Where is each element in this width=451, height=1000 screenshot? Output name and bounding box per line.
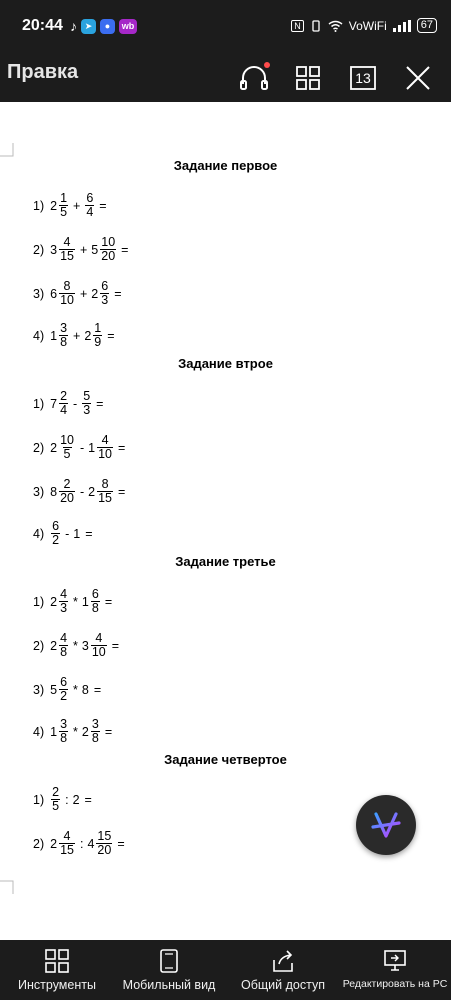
share-icon: [270, 948, 296, 974]
equals-sign: =: [93, 682, 102, 697]
numerator: 10: [60, 433, 74, 447]
denominator: 20: [97, 843, 112, 857]
vibrate-icon: [310, 20, 322, 32]
numerator: 1: [94, 321, 102, 335]
numerator: 15: [97, 829, 112, 843]
numerator: 4: [60, 631, 68, 645]
equals-sign: =: [104, 594, 113, 609]
exercise-row: [33, 718, 116, 745]
messenger-icon: ●: [100, 19, 115, 34]
share-label: Общий доступ: [241, 978, 325, 992]
numerator: 1: [60, 191, 68, 205]
exercise-row: [33, 632, 123, 659]
exercise-number: 2): [33, 638, 45, 653]
operator: -: [79, 484, 85, 499]
numerator: 4: [101, 433, 109, 447]
numerator: 6: [101, 279, 109, 293]
exercise-row: [33, 478, 129, 505]
fraction: [100, 236, 116, 263]
numerator: 10: [101, 235, 116, 249]
exercise-row: [33, 520, 97, 547]
whole-number: 5: [91, 242, 99, 257]
numerator: 4: [63, 235, 71, 249]
section-title: Задание четвертое: [164, 752, 287, 767]
denominator: 8: [91, 601, 99, 615]
numerator: 4: [63, 829, 71, 843]
denominator: 10: [60, 293, 74, 307]
mobile-view-icon: [156, 948, 182, 974]
equals-sign: =: [85, 526, 93, 541]
whole-number: 2: [84, 328, 92, 343]
headphones-icon: [236, 60, 272, 96]
operator: *: [73, 594, 78, 609]
numerator: 6: [52, 519, 60, 533]
page-corner-mark: [0, 143, 14, 157]
operator: *: [73, 638, 78, 653]
denominator: 5: [52, 799, 60, 813]
edit-on-pc-button[interactable]: [340, 940, 450, 1000]
exercise-row: [33, 676, 105, 703]
exercise-number: 4): [33, 328, 45, 343]
grid-icon: [290, 60, 326, 96]
equals-sign: =: [84, 792, 92, 807]
operator: :: [79, 836, 84, 851]
operator: -: [65, 526, 70, 541]
equals-sign: =: [117, 836, 125, 851]
exercise-number: 1): [33, 396, 45, 411]
operator: +: [79, 242, 88, 257]
exercise-number: 4): [33, 724, 45, 739]
fraction: [59, 676, 68, 703]
denominator: 4: [86, 205, 94, 219]
desktop-icon: [382, 948, 408, 974]
whole-number: 2: [91, 286, 99, 301]
exercise-row: [33, 236, 132, 263]
numerator: 2: [52, 785, 60, 799]
whole-number: 2: [88, 484, 96, 499]
exercise-number: 1): [33, 198, 45, 213]
page-corner-mark: [0, 880, 14, 894]
whole-number: 4: [87, 836, 95, 851]
fraction: [59, 192, 68, 219]
numerator: 2: [60, 389, 68, 403]
numerator: 6: [91, 587, 99, 601]
denominator: 3: [83, 403, 91, 417]
fraction: [100, 280, 109, 307]
section-title: Задание третье: [175, 554, 276, 569]
nfc-icon: N: [291, 20, 304, 32]
bottom-toolbar: [0, 940, 451, 1000]
numerator: 3: [60, 717, 68, 731]
exercise-row: [33, 280, 126, 307]
whole-number: 2: [72, 792, 80, 807]
operator: +: [73, 198, 81, 213]
whole-number: 1: [73, 526, 81, 541]
fraction: [97, 434, 113, 461]
fraction: [82, 390, 91, 417]
denominator: 5: [63, 447, 71, 461]
exercise-row: [33, 390, 107, 417]
exercise-number: 3): [33, 682, 45, 697]
whole-number: 5: [50, 682, 58, 697]
operator: +: [73, 328, 81, 343]
numerator: 3: [91, 717, 99, 731]
denominator: 2: [52, 533, 60, 547]
page-count-button[interactable]: [345, 60, 381, 96]
share-button[interactable]: [230, 940, 336, 1000]
whole-number: 3: [50, 242, 58, 257]
equals-sign: =: [107, 328, 115, 343]
equals-sign: =: [104, 724, 113, 739]
battery-indicator: 67: [417, 18, 437, 33]
fraction: [51, 786, 60, 813]
numerator: 8: [63, 279, 71, 293]
denominator: 3: [101, 293, 109, 307]
whole-number: 8: [81, 682, 89, 697]
denominator: 20: [60, 491, 74, 505]
equals-sign: =: [118, 484, 126, 499]
denominator: 4: [60, 403, 68, 417]
exercise-number: 1): [33, 594, 45, 609]
exercise-number: 2): [33, 440, 45, 455]
equals-sign: =: [121, 242, 129, 257]
exercise-row: [33, 786, 96, 813]
exercise-number: 3): [33, 286, 45, 301]
operator: *: [73, 682, 78, 697]
whole-number: 1: [81, 594, 89, 609]
top-app-bar: [0, 54, 451, 102]
fraction: [59, 478, 75, 505]
denominator: 10: [91, 645, 106, 659]
equals-sign: =: [99, 198, 107, 213]
fraction: [91, 588, 100, 615]
exercise-number: 1): [33, 792, 45, 807]
close-icon: [400, 60, 436, 96]
denominator: 8: [60, 731, 68, 745]
tools-icon: [44, 948, 70, 974]
page-title: Правка: [7, 61, 79, 83]
equals-sign: =: [114, 286, 122, 301]
equals-sign: =: [96, 396, 104, 411]
signal-icon: [393, 20, 411, 32]
whole-number: 1: [88, 440, 96, 455]
equals-sign: =: [118, 440, 126, 455]
operator: :: [65, 792, 69, 807]
numerator: 4: [60, 587, 68, 601]
tools-label: Инструменты: [18, 978, 96, 992]
operator: -: [73, 396, 78, 411]
exercise-row: [33, 322, 119, 349]
section-title: Задание первое: [173, 158, 278, 173]
sparkle-icon: [370, 808, 402, 842]
status-bar: [0, 0, 451, 54]
close-button[interactable]: [400, 60, 436, 96]
fraction: [59, 588, 68, 615]
numerator: 6: [60, 675, 68, 689]
numerator: 8: [101, 477, 109, 491]
denominator: 10: [98, 447, 113, 461]
denominator: 5: [60, 205, 68, 219]
section-title: Задание втрое: [178, 356, 273, 371]
whole-number: 2: [50, 440, 58, 455]
numerator: 6: [86, 191, 94, 205]
fraction: [59, 236, 75, 263]
fraction: [97, 478, 113, 505]
whole-number: 6: [50, 286, 58, 301]
fraction: [91, 632, 107, 659]
exercise-row: [33, 830, 129, 857]
status-time: 20:44: [22, 17, 63, 34]
operator: *: [73, 724, 78, 739]
denominator: 15: [98, 491, 113, 505]
fraction: [51, 520, 60, 547]
exercise-number: 2): [33, 242, 45, 257]
tools-button[interactable]: [12, 940, 102, 1000]
fraction: [59, 718, 68, 745]
numerator: 5: [83, 389, 91, 403]
whole-number: 8: [50, 484, 58, 499]
whole-number: 1: [50, 328, 58, 343]
fraction: [59, 632, 68, 659]
fraction: [96, 830, 112, 857]
numerator: 2: [63, 477, 71, 491]
denominator: 15: [60, 843, 74, 857]
exercise-number: 4): [33, 526, 45, 541]
whole-number: 7: [50, 396, 58, 411]
whole-number: 2: [50, 198, 58, 213]
exercise-number: 3): [33, 484, 45, 499]
mobile-view-button[interactable]: [113, 940, 225, 1000]
denominator: 9: [94, 335, 102, 349]
fraction: [59, 280, 75, 307]
equals-sign: =: [111, 638, 120, 653]
network-label: VoWiFi: [348, 18, 387, 33]
denominator: 3: [60, 601, 68, 615]
fraction: [91, 718, 100, 745]
fraction: [59, 322, 68, 349]
whole-number: 2: [50, 836, 58, 851]
fraction: [59, 830, 75, 857]
fraction: [59, 434, 75, 461]
whole-number: 2: [50, 638, 58, 653]
exercise-row: [33, 434, 129, 461]
operator: +: [79, 286, 88, 301]
exercise-row: [33, 192, 111, 219]
ai-assistant-button[interactable]: [356, 795, 416, 855]
notification-dot: [264, 62, 270, 68]
fraction: [59, 390, 68, 417]
whole-number: 2: [81, 724, 89, 739]
operator: -: [79, 440, 85, 455]
whole-number: 2: [50, 594, 58, 609]
mobile-view-label: Мобильный вид: [122, 978, 216, 992]
grid-view-button[interactable]: [290, 60, 326, 96]
denominator: 8: [60, 335, 68, 349]
denominator: 8: [91, 731, 99, 745]
denominator: 8: [60, 645, 68, 659]
tiktok-icon: ♪: [70, 18, 77, 34]
exercise-number: 2): [33, 836, 45, 851]
exercise-row: [33, 588, 116, 615]
wildberries-icon: wb: [119, 19, 137, 34]
telegram-icon: ➤: [81, 19, 96, 34]
wifi-icon: [328, 20, 343, 32]
denominator: 2: [60, 689, 68, 703]
fraction: [93, 322, 102, 349]
whole-number: 3: [81, 638, 89, 653]
edit-on-pc-label: Редактировать на PC: [342, 978, 448, 990]
fraction: [85, 192, 94, 219]
page-count-label: 13: [355, 70, 371, 86]
numerator: 4: [95, 631, 103, 645]
whole-number: 1: [50, 724, 58, 739]
numerator: 3: [60, 321, 68, 335]
denominator: 20: [101, 249, 116, 263]
denominator: 15: [60, 249, 74, 263]
listen-button[interactable]: [236, 60, 272, 96]
